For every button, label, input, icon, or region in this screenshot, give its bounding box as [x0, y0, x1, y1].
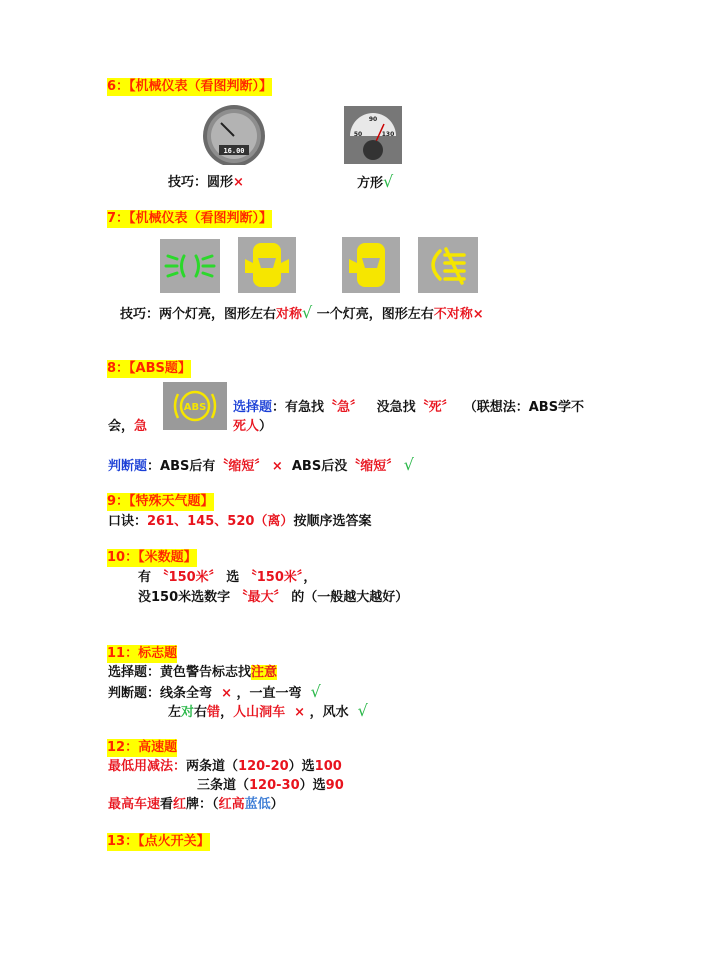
- sign-judge-line2: 左对右错，人山洞车 × ，风水 √: [168, 701, 368, 720]
- car-door-symmetric-icon: [238, 237, 296, 293]
- section-7-title: 7：【机械仪表（看图判断）】: [107, 211, 273, 226]
- section-10-title: 10：【米数题】: [107, 550, 197, 565]
- side-lights-icon: [160, 239, 220, 293]
- tip-square: 方形√: [357, 172, 394, 191]
- section-8-title: 8：【ABS题】: [107, 361, 191, 376]
- round-gauge-icon: [199, 103, 269, 165]
- tip-round: 技巧：圆形×: [168, 175, 244, 190]
- speed-min-line1: 最低用减法：两条道（120-20）选100: [108, 759, 342, 774]
- abs-choice-line1: 选择题：有急找〝急〞 没急找〝死〞 （联想法：ABS学不: [233, 400, 585, 415]
- tip-lights: 技巧：两个灯亮，图形左右对称√ 一个灯亮，图形左右不对称×: [120, 303, 484, 322]
- section-12-title: 12：高速题: [107, 740, 178, 755]
- square-gauge-icon: [344, 106, 402, 164]
- abs-judge-line: 判断题：ABS后有〝缩短〞 × ABS后没〝缩短〞 √: [108, 455, 414, 474]
- car-door-asymmetric-icon: [342, 237, 400, 293]
- fog-light-icon: [418, 237, 478, 293]
- section-6-title: 6：【机械仪表（看图判断）】: [107, 79, 273, 94]
- sign-choice: 选择题：黄色警告标志找注意: [108, 665, 278, 680]
- abs-choice-line2a: 会，急: [108, 419, 148, 434]
- svg-text:ABS: ABS: [183, 402, 207, 413]
- meter-line2: 没150米选数字 〝最大〞 的（一般越大越好）: [138, 590, 409, 605]
- speed-max-line: 最高车速看红牌：（红高蓝低）: [108, 797, 284, 812]
- section-13-title: 13：【点火开关】: [107, 834, 210, 849]
- section-9-title: 9：【特殊天气题】: [107, 494, 214, 509]
- abs-choice-line2b: 死人）: [233, 419, 273, 434]
- svg-text:130: 130: [381, 131, 395, 138]
- svg-text:16.00: 16.00: [223, 147, 245, 155]
- meter-line1: 有 〝150米〞 选 〝150米〞，: [138, 570, 317, 585]
- abs-warning-icon: [163, 382, 227, 430]
- sign-judge-line1: 判断题：线条全弯 × ，一直一弯 √: [108, 682, 321, 701]
- section-11-title: 11：标志题: [107, 646, 178, 661]
- svg-text:50: 50: [353, 131, 363, 138]
- weather-rule: 口诀：261、145、520（离）按顺序选答案: [108, 514, 372, 529]
- svg-text:90: 90: [368, 116, 378, 123]
- speed-min-line2: 三条道（120-30）选90: [197, 778, 344, 793]
